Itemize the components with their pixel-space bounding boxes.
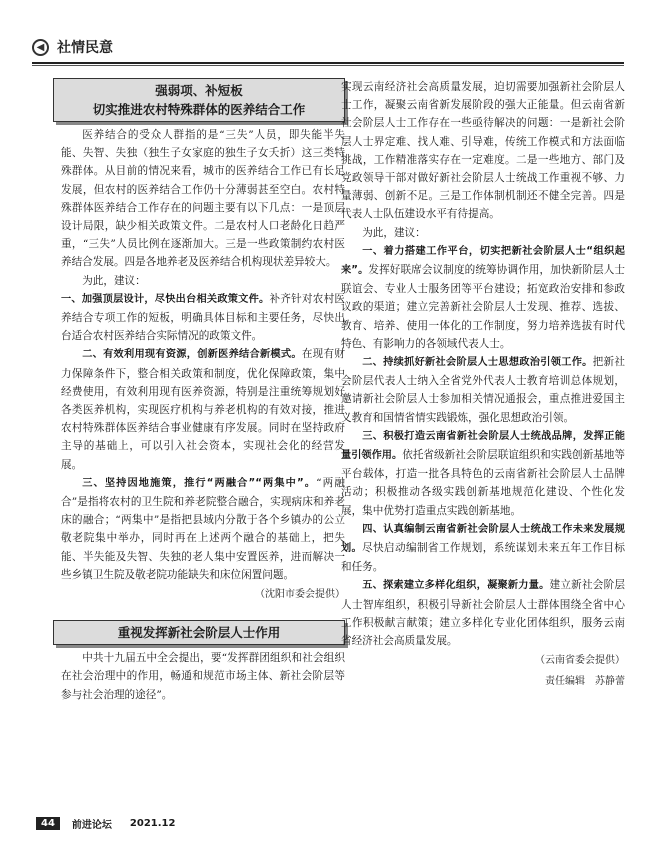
article2-suggestion-1 [341, 242, 625, 353]
suggestion-heading: 二、有效利用现有资源，创新医养结合新模式。 [82, 349, 302, 361]
suggestion-body: 依托省级新社会阶层联谊组织和实践创新基地等平台载体，打造一批各具特色的云南省新社会阶层人士品牌活动；积极推动各级实践创新基地规范化建设、个性化发展，集中优势打造重点实践创新基地。 [341, 449, 625, 517]
suggestion-body: 把新社会阶层代表人士纳入全省党外代表人士教育培训总体规划，邀请新社会阶层人士参加相关情况通报会，重点推进爱国主义教育和国情省情实践锻炼，强化思想政治引领。 [341, 356, 626, 424]
article1-title-line2: 切实推进农村特殊群体的医养结合工作 [92, 102, 306, 117]
article1-paragraph: 医养结合的受众人群指的是“三失”人员，即失能半失能、失智、失独（独生子女家庭的独生子女夭折）这三类特殊群体。从目前的情况来看，城市的医养结合工作已有长足发展，但农村的医养结合工作仍十分薄弱甚至空白。农村特殊群体医养结合工作存在的问题主要有以下几点：一是顶层设计局限，缺少相关政策文件。二是农村人口老龄化日趋严重，“三失”人员比例在逐渐加大。三是一些政策制约农村医养结合发展。四是各地养老及医养结合机构现状差异较大。 [61, 129, 345, 269]
section-title: 社情民意 [57, 40, 113, 56]
suggestion-heading: 三、坚持因地施策，推行“两融合”“两集中”。 [82, 477, 317, 489]
article1-suggestion-2 [61, 345, 345, 473]
article2-title-box [53, 620, 345, 645]
suggestion-heading: 二、持续抓好新社会阶层人士思想政治引领工作。 [362, 357, 593, 369]
page-header [32, 36, 113, 58]
right-column [341, 78, 625, 691]
page-footer [36, 816, 175, 831]
article1-suggestion-3 [61, 474, 345, 584]
suggestion-heading: 一、着力搭建工作平台，切实把新社会阶层人士“组织起来”。 [341, 245, 625, 277]
suggestion-body: “两融合”是指将农村的卫生院和养老院整合融合，实现病床和养老床的融合；“两集中”是指把县域内分散于各个乡镇办的公立敬老院集中举办，同时再在上述两个融合的基础上，把失能、半失能及失智、失独的老人集中安置医养，进而解决一些乡镇卫生院及敬老院功能缺失和床位闲置问题。 [61, 476, 345, 581]
suggestion-heading: 五、探索建立多样化组织，凝聚新力量。 [362, 580, 550, 592]
article2-paragraph: 中共十九届五中全会提出，要“发挥群团组织和社会组织在社会治理中的作用，畅通和规范市场主体、新社会阶层等参与社会治理的途径”。 [61, 652, 345, 701]
article2-suggestion-5 [341, 576, 625, 650]
article2-suggestion-3 [341, 427, 625, 520]
header-rule [32, 62, 624, 64]
article2-suggestion-4 [341, 520, 625, 577]
article1-credit: （沈阳市委会提供） [255, 589, 345, 601]
article2-title: 重视发挥新社会阶层人士作用 [117, 625, 281, 641]
article1-paragraph: 为此，建议： [82, 274, 146, 287]
left-column [61, 78, 345, 704]
suggestion-heading: 四、认真编制云南省新社会阶层人士统战工作未来发展规划。 [341, 523, 625, 555]
page-number: 44 [36, 817, 60, 830]
article1-title-box [53, 78, 345, 122]
arrow-circle-icon: ◀ [32, 39, 49, 56]
header-rule-thin [32, 65, 624, 66]
editor-credit: 责任编辑 苏静蕾 [545, 675, 625, 687]
article1-title-line1: 强弱项、补短板 [155, 83, 243, 98]
article2-suggestion-2 [341, 353, 625, 427]
suggestion-heading: 三、积极打造云南省新社会阶层人士统战品牌，发挥正能量引领作用。 [341, 430, 625, 462]
suggestion-body: 补齐针对农村医养结合专项工作的短板，明确具体目标和主要任务，尽快出台适合农村医养结合实际情况的政策文件。 [61, 292, 345, 343]
suggestion-body: 在现有财力保障条件下，整合相关政策和制度，优化保障政策，集中经费使用，有效利用现有医养资源，特别是注重统筹规划好各类医养机构，实现医疗机构与养老机构的有效对接，推进农村特殊群体医养结合事业健康有序发展。同时在坚持政府主导的基础上，可以引入社会资本，实现社会化的经营发展。 [61, 348, 345, 471]
article2-paragraph: 实现云南经济社会高质量发展，迫切需要加强新社会阶层人士工作，凝聚云南省新发展阶段的强大正能量。但云南省新社会阶层人士工作存在一些亟待解决的问题：一是新社会阶层人士界定难、找人难、引导难，传统工作模式和方法面临挑战，工作精准落实存在一定难度。二是一些地方、部门及党政领导干部对做好新社会阶层人士统战工作重视不够、力量薄弱、创新不足。三是工作体制机制还不健全完善。四是代表人士队伍建设水平有待提高。 [341, 81, 625, 221]
suggestion-heading: 一、加强顶层设计，尽快出台相关政策文件。 [61, 293, 270, 305]
article1-suggestion-1 [61, 290, 345, 346]
suggestion-body: 发挥好联席会议制度的统筹协调作用，加快新阶层人士联谊会、专业人士服务团等平台建设；拓宽政治安排和参政议政的渠道；建立完善新社会阶层人士发现、推荐、选拔、教育、培养、使用一体化的工作制度，努力培养选拔有时代特色、有影响力的各领域代表人士。 [341, 264, 626, 350]
suggestion-body: 尽快启动编制省工作规划，系统谋划未来五年工作目标和任务。 [341, 542, 625, 574]
suggestion-body: 建立新社会阶层人士智库组织，积极引导新社会阶层人士群体围绕全省中心工作积极献言献策；建立多样化专业化团体组织，服务云南省经济社会高质量发展。 [341, 579, 626, 648]
issue-number: 2021.12 [129, 818, 176, 829]
magazine-name: 前进论坛 [71, 820, 112, 831]
article2-credit: （云南省委会提供） [535, 655, 625, 667]
article2-paragraph: 为此，建议： [362, 226, 426, 239]
